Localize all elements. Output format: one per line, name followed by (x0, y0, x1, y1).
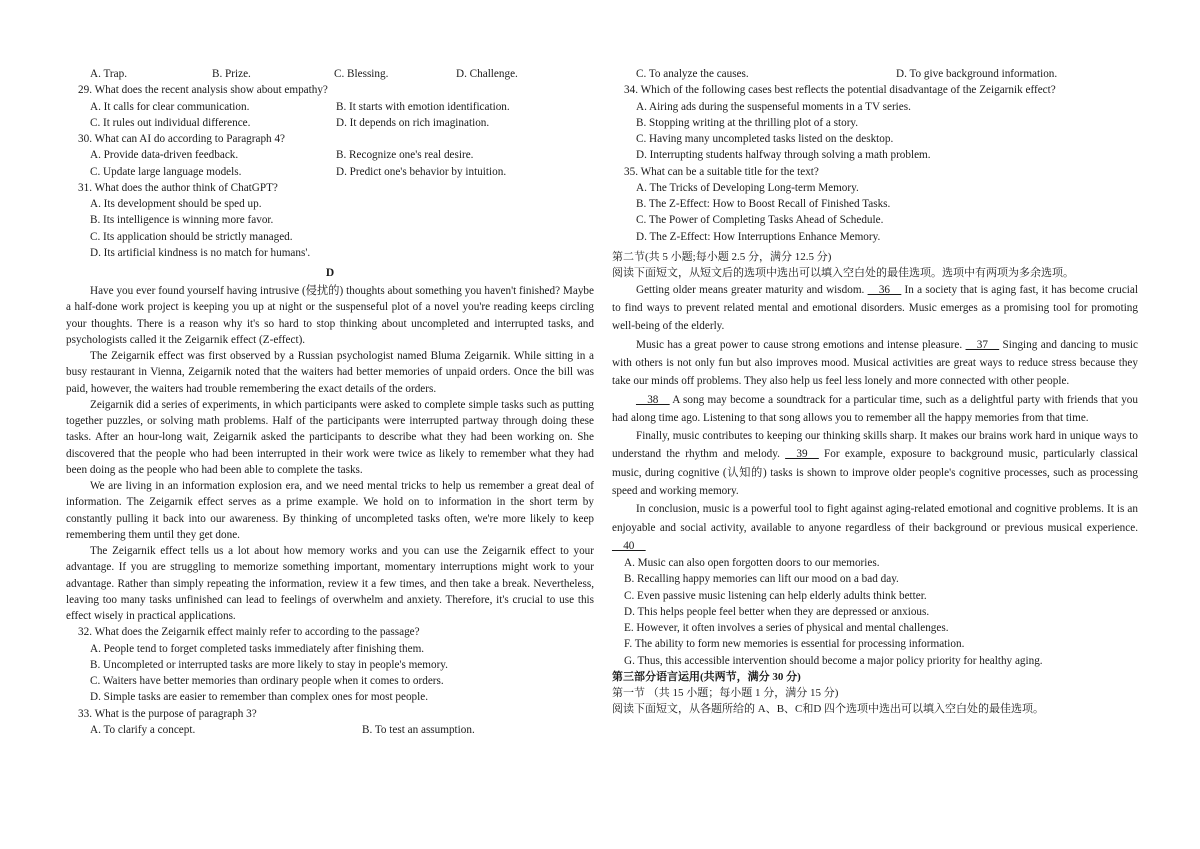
option: C. Waiters have better memories than ordinary people when it comes to orders. (90, 675, 444, 687)
q28-options (66, 66, 594, 82)
question-stem: 30. What can AI do according to Paragraph 4? (78, 133, 286, 145)
gap-option: A. Music can also open forgotten doors to our memories. (624, 557, 880, 570)
option: A. To clarify a concept. (90, 723, 196, 736)
gap-option: G. Thus, this accessible intervention should become a major policy priority for healthy aging. (624, 654, 1043, 667)
option: C. It rules out individual difference. (90, 116, 251, 129)
section-instruction: 阅读下面短文，从各题所给的 A、B、C和D 四个选项中选出可以填入空白处的最佳选项。 (612, 702, 1045, 715)
option: A. Provide data-driven feedback. (90, 149, 239, 162)
text: Singing and dancing to music with others is not only fun but also improves mood. Musical activities are great ways to reduce stress because they take our minds off problems. They also help us feel less lonely and more connected with other people. (612, 338, 1138, 388)
option: D. The Z-Effect: How Interruptions Enhance Memory. (636, 230, 881, 243)
option: B. Recognize one's real desire. (336, 149, 474, 162)
text: Music has a great power to cause strong emotions and intense pleasure. (636, 338, 966, 351)
option: B. The Z-Effect: How to Boost Recall of Finished Tasks. (636, 198, 891, 210)
question-stem: 35. What can be a suitable title for the text? (624, 165, 819, 178)
option: C. Having many uncompleted tasks listed on the desktop. (636, 133, 894, 145)
blank-40: __40__ (612, 539, 646, 552)
option: B. To test an assumption. (362, 723, 475, 736)
passage-paragraph (612, 336, 1138, 391)
passage-paragraph (612, 427, 1138, 500)
option: B. Uncompleted or interrupted tasks are more likely to stay in people's memory. (90, 658, 448, 671)
question-stem: 31. What does the author think of ChatGPT? (78, 181, 278, 194)
option: D. To give background information. (896, 68, 1058, 80)
option: C. Blessing. (334, 68, 389, 80)
option: A. The Tricks of Developing Long-term Memory. (636, 181, 859, 194)
right-column (612, 66, 1138, 717)
gap-option: C. Even passive music listening can help elderly adults think better. (624, 589, 927, 602)
option: B. Prize. (212, 68, 251, 80)
passage-paragraph (612, 391, 1138, 428)
option: C. Update large language models. (90, 165, 242, 178)
option: D. Simple tasks are easier to remember than complex ones for most people. (90, 691, 429, 704)
passage-paragraph: We are living in an information explosion era, and we need mental tricks to help us remember a great deal of information. The Zeigarnik effect serves as a prime example. We hold on to information in the short term by constantly pulling it back into our awareness. By thinking of uncompleted tasks often, we're more likely to keep remembering them until they get done. (66, 480, 594, 541)
left-column (66, 66, 594, 738)
passage-paragraph: The Zeigarnik effect tells us a lot about how memory works and you can use the Zeigarnik effect to your advantage. If you are struggling to memorize something important, momentary interruptions might work to your advantage. Rather than simply repeating the information, review it a few times, and then take a break. Nevertheless, leaving too many tasks unfinished can lead to feelings of overwhelm and anxiety. Therefore, it's crucial to use this effect wisely in practical applications. (66, 545, 594, 622)
section-heading: 第二节(共 5 小题;每小题 2.5 分，满分 12.5 分) (612, 250, 832, 263)
blank-39: __39__ (785, 448, 819, 461)
section-heading: 第一节 （共 15 小题；每小题 1 分，满分 15 分) (612, 686, 839, 699)
option: D. Predict one's behavior by intuition. (336, 165, 507, 178)
question-stem: 33. What is the purpose of paragraph 3? (78, 707, 257, 720)
blank-36: __36__ (867, 283, 902, 296)
option: B. Stopping writing at the thrilling plot of a story. (636, 116, 859, 129)
part-heading: 第三部分语言运用(共两节，满分 30 分) (612, 670, 801, 683)
gap-option: E. However, it often involves a series of physical and mental challenges. (624, 622, 949, 635)
option: C. Its application should be strictly managed. (90, 230, 293, 243)
passage-paragraph: Have you ever found yourself having intrusive (侵扰的) thoughts about something you haven't finished? Maybe a half-done work project is keeping you up at night or the suspenseful plot of a novel you're reading keeps circling your thoughts. There is a reason why it's so hard to stop thinking about uncompleted and interrupted tasks, and psychologists called it the Zeigarnik effect (Z-effect). (66, 285, 594, 346)
question-stem: 32. What does the Zeigarnik effect mainly refer to according to the passage? (78, 626, 420, 639)
option: C. To analyze the causes. (636, 68, 749, 80)
option-row (66, 164, 594, 180)
blank-38: __38__ (636, 393, 670, 406)
passage-paragraph: Zeigarnik did a series of experiments, in which participants were asked to complete simple tasks such as putting together puzzles, or solving math problems. Half of the participants were interrupted partway through doing these tasks. After an hour-long wait, Zeigarnik asked the participants to describe what they had been working on. She discovered that the people who had been interrupted in their work were twice as likely to remember what they had been doing as the people who had been able to complete the tasks. (66, 398, 594, 476)
passage-paragraph (612, 500, 1138, 555)
option: A. Trap. (90, 68, 127, 80)
section-instruction: 阅读下面短文，从短文后的选项中选出可以填入空白处的最佳选项。选项中有两项为多余选项。 (612, 266, 1074, 279)
option: C. The Power of Completing Tasks Ahead of Schedule. (636, 214, 884, 227)
option: D. Challenge. (456, 68, 518, 80)
passage-title: D (325, 267, 335, 279)
option-row (66, 115, 594, 131)
option: A. It calls for clear communication. (90, 100, 250, 113)
gap-option: D. This helps people feel better when they are depressed or anxious. (624, 605, 930, 618)
text: Finally, music contributes to keeping our thinking skills sharp. It makes our brains work hard in unique ways to understand the rhythm and melody. (612, 430, 1138, 461)
question-stem: 34. Which of the following cases best reflects the potential disadvantage of the Zeigarnik effect? (624, 84, 1056, 97)
option-row (612, 66, 1138, 82)
option-row (66, 722, 594, 738)
text: Getting older means greater maturity and wisdom. (636, 283, 868, 296)
question-stem: 29. What does the recent analysis show about empathy? (78, 84, 328, 97)
option: D. Its artificial kindness is no match for humans'. (90, 246, 311, 259)
blank-37: __37__ (965, 338, 1000, 351)
gap-option: F. The ability to form new memories is essential for processing information. (624, 638, 965, 651)
passage-paragraph: The Zeigarnik effect was first observed by a Russian psychologist named Bluma Zeigarnik. While sitting in a busy restaurant in Vienna, Zeigarnik noted that the waiters had better memories of unpaid orders. Once the bill was paid, however, the waiters had trouble remembering the exact details of the orders. (66, 350, 594, 395)
text: A song may become a soundtrack for a particular time, such as a delightful party with friends that you had along time ago. Listening to that song allows you to remember all the happy memories from that time. (612, 393, 1138, 424)
passage-paragraph (612, 281, 1138, 336)
option: A. Airing ads during the suspenseful moments in a TV series. (636, 100, 911, 113)
gap-option: B. Recalling happy memories can lift our mood on a bad day. (624, 573, 899, 586)
option: A. People tend to forget completed tasks immediately after finishing them. (90, 642, 425, 655)
option: B. Its intelligence is winning more favor. (90, 214, 274, 227)
option: B. It starts with emotion identification. (336, 100, 510, 113)
text: For example, exposure to background music, particularly classical music, during cognitive (认知的) tasks is shown to improve older people's cognitive processes, such as processing speed and working memory. (612, 448, 1138, 498)
option: A. Its development should be sped up. (90, 198, 262, 210)
text: In a society that is aging fast, it has become crucial to find ways to prevent related mental and emotional disorders. Music emerges as a promising tool for promoting well-being of the elderly. (612, 283, 1138, 333)
text: In conclusion, music is a powerful tool to fight against aging-related emotional and cognitive problems. It is an enjoyable and social activity, available to anyone regardless of their background or previous musical experience. (612, 503, 1138, 534)
option-row (66, 99, 594, 115)
option-row (66, 147, 594, 163)
option: D. It depends on rich imagination. (336, 116, 490, 129)
option: D. Interrupting students halfway through solving a math problem. (636, 149, 931, 162)
